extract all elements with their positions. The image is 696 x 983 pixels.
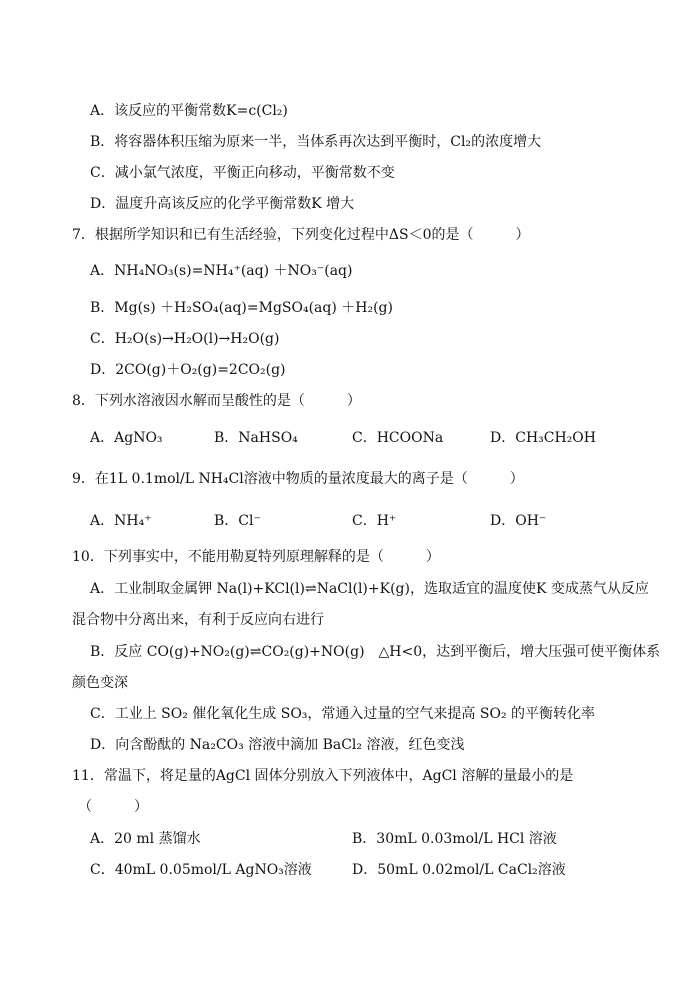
option-text: H⁺: [376, 513, 397, 529]
q6-option-b: [90, 132, 541, 152]
q11-option-a: [90, 829, 201, 849]
q9-option-d: [490, 511, 546, 531]
option-text: NaHSO₄: [238, 430, 298, 446]
q7-option-a: [90, 261, 352, 281]
q11-answer-paren: （ ）: [78, 799, 148, 815]
q7-option-c: [90, 329, 279, 349]
q7-option-b: [90, 298, 393, 318]
option-text: 30mL 0.03mol/L HCl 溶液: [376, 831, 557, 847]
q6-option-d: [90, 194, 354, 214]
option-text: NH₄⁺: [114, 513, 152, 529]
option-label: D．: [90, 362, 116, 378]
q10-option-b-line2: 颜色变深: [72, 675, 128, 691]
option-label: A．: [90, 103, 115, 119]
option-label: A．: [90, 831, 115, 847]
q11-stem: 11．常温下，将足量的AgCl 固体分别放入下列液体中，AgCl 溶解的量最小的是: [72, 768, 574, 784]
q11-option-d: [352, 860, 566, 880]
option-text: OH⁻: [515, 513, 547, 529]
q9-option-b: [214, 511, 261, 531]
q6-option-c: [90, 163, 395, 183]
option-label: C．: [90, 862, 115, 878]
option-label: B．: [214, 513, 239, 529]
q8-option-c: [352, 428, 443, 448]
option-label: A．: [90, 513, 115, 529]
option-label: B．: [214, 430, 239, 446]
option-text: 将容器体积压缩为原来一半，当体系再次达到平衡时，Cl₂的浓度增大: [114, 134, 542, 150]
option-text: 温度升高该反应的化学平衡常数K 增大: [115, 196, 355, 212]
option-label: A．: [90, 263, 115, 279]
q8-option-b: [214, 428, 298, 448]
q8-option-d: [490, 428, 596, 448]
q9-option-a: [90, 511, 152, 531]
q7-option-d: [90, 360, 286, 380]
option-text: 该反应的平衡常数K=c(Cl₂): [114, 103, 288, 119]
q10-option-a-line1: A．工业制取金属钾 Na(l)+KCl(l)⇌NaCl(l)+K(g)，选取适宜的温度使K 变成蒸气从反应: [90, 581, 649, 597]
q11-option-c: [90, 860, 312, 880]
option-label: B．: [352, 831, 377, 847]
option-text: 50mL 0.02mol/L CaCl₂溶液: [377, 862, 566, 878]
option-text: 40mL 0.05mol/L AgNO₃溶液: [114, 862, 312, 878]
option-label: B．: [90, 300, 115, 316]
q6-option-a: [90, 101, 288, 121]
option-label: D．: [90, 196, 116, 212]
option-label: D．: [490, 513, 516, 529]
option-text: NH₄NO₃(s)=NH₄⁺(aq) ＋NO₃⁻(aq): [114, 263, 353, 279]
option-label: B．: [90, 134, 115, 150]
q7-stem: 7．根据所学知识和已有生活经验，下列变化过程中ΔS＜0的是（ ）: [72, 227, 530, 243]
q8-option-a: [90, 428, 163, 448]
option-label: C．: [90, 165, 115, 181]
q11-option-b: [352, 829, 557, 849]
q10-option-d: D．向含酚酞的 Na₂CO₃ 溶液中滴加 BaCl₂ 溶液，红色变浅: [90, 737, 465, 753]
option-text: H₂O(s)→H₂O(l)→H₂O(g): [114, 331, 280, 347]
q9-option-c: [352, 511, 396, 531]
option-text: Cl⁻: [238, 513, 261, 529]
q8-stem: 8．下列水溶液因水解而呈酸性的是（ ）: [72, 393, 361, 409]
option-label: D．: [490, 430, 516, 446]
option-text: Mg(s) ＋H₂SO₄(aq)=MgSO₄(aq) ＋H₂(g): [114, 300, 393, 316]
q10-option-a-line2: 混合物中分离出来，有利于反应向右进行: [72, 612, 324, 628]
q10-stem: 10．下列事实中，不能用勒夏特列原理解释的是（ ）: [72, 549, 440, 565]
q9-stem: 9．在1L 0.1mol/L NH₄Cl溶液中物质的量浓度最大的离子是（ ）: [72, 471, 524, 487]
option-label: C．: [352, 430, 377, 446]
q10-option-b-line1: B．反应 CO(g)+NO₂(g)⇌CO₂(g)+NO(g) △H<0，达到平衡后，增大压强可使平衡体系: [90, 644, 661, 660]
option-label: C．: [352, 513, 377, 529]
option-label: D．: [352, 862, 378, 878]
option-text: 20 ml 蒸馏水: [114, 831, 201, 847]
q10-option-c: C．工业上 SO₂ 催化氧化生成 SO₃，常通入过量的空气来提高 SO₂ 的平衡转化率: [90, 706, 596, 722]
option-text: 2CO(g)＋O₂(g)=2CO₂(g): [115, 362, 286, 378]
option-text: HCOONa: [376, 430, 444, 446]
option-text: 减小氯气浓度，平衡正向移动，平衡常数不变: [114, 165, 395, 181]
option-label: A．: [90, 430, 115, 446]
option-label: C．: [90, 331, 115, 347]
option-text: CH₃CH₂OH: [515, 430, 596, 446]
option-text: AgNO₃: [114, 430, 163, 446]
